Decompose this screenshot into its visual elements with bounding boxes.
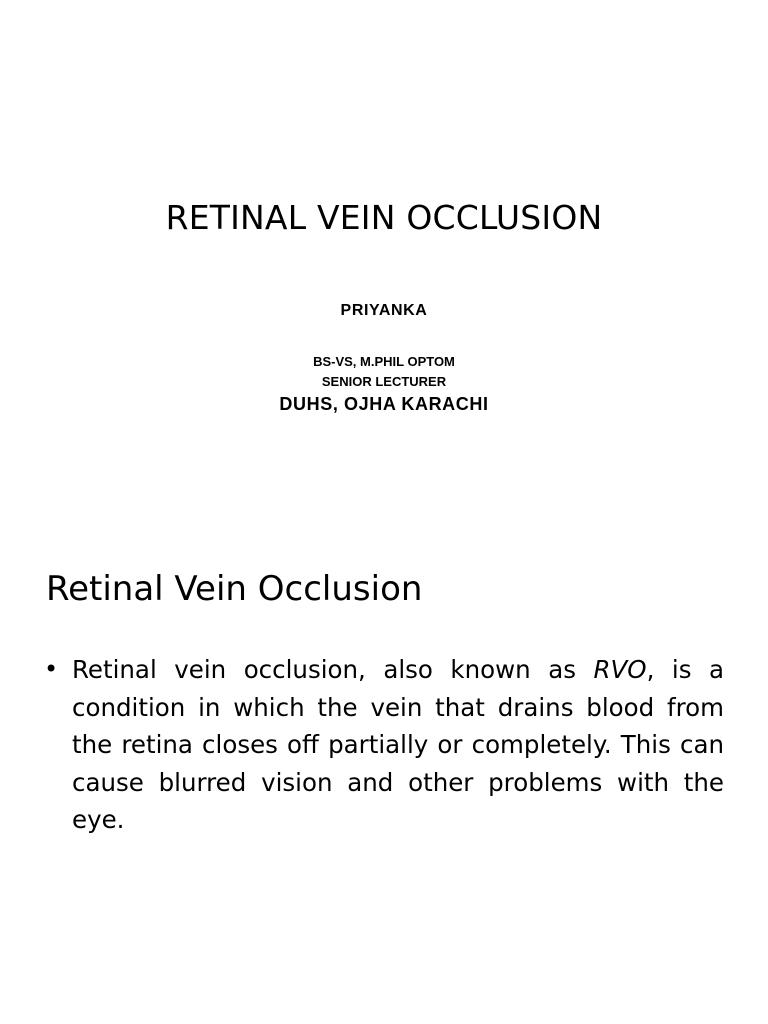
presentation-title: RETINAL VEIN OCCLUSION [165,198,603,237]
bullet-text-end: , is a condition in which the vein that drains blood from the retina closes off partially or completely. This can cause blurred vision and other problems with the eye. [72,655,724,834]
bullet-item [44,651,724,839]
bullet-list [44,651,724,839]
author-institution: DUHS, OJHA KARACHI [279,394,489,414]
slide-heading: Retinal Vein Occlusion [46,569,423,609]
bullet-text-start: Retinal vein occlusion, also known as [72,655,594,684]
content-slide [0,512,768,1024]
author-credentials [0,352,768,392]
author-name: PRIYANKA [340,302,428,319]
bullet-dot-icon: • [44,655,59,683]
credentials-position: SENIOR LECTURER [321,374,447,389]
credentials-degrees: BS-VS, M.PHIL OPTOM [313,354,455,369]
bullet-text-emphasis: RVO [593,655,647,684]
